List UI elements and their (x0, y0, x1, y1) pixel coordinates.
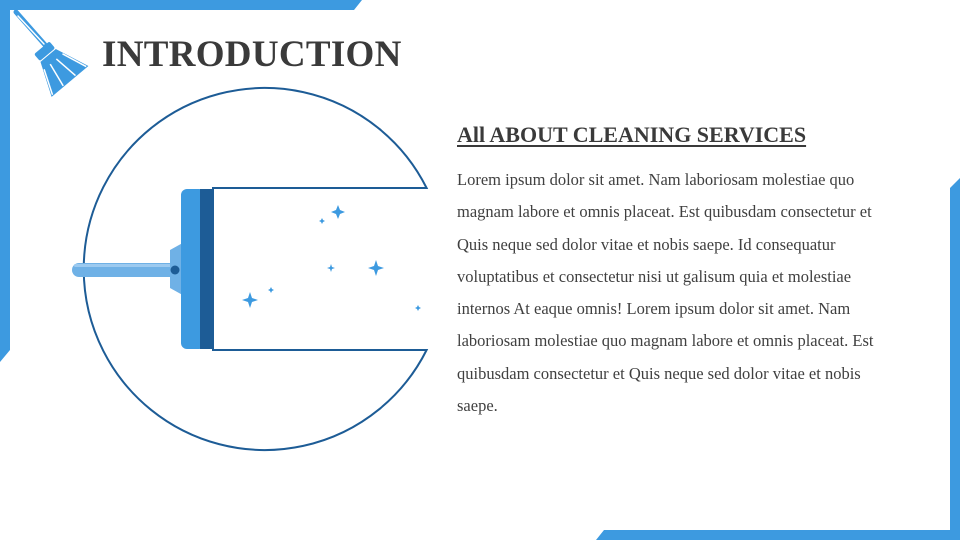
squeegee-illustration (60, 80, 440, 460)
sparkle-icon (242, 205, 421, 311)
section-heading: All ABOUT CLEANING SERVICES (457, 122, 807, 147)
body-paragraph: Lorem ipsum dolor sit amet. Nam laboriosam molestiae quo magnam labore et omnis placeat. Est quibusdam consectetur et Quis neque sed dolor vitae et nobis saepe. Id consequatur voluptatibus et consectetur nisi ut galisum quia et molestiae internos At eaque omnis! Lorem ipsum dolor sit amet. Nam laboriosam molestiae quo magnam labore et omnis placeat. Est quibusdam consectetur et Quis neque sed dolor vitae et nobis saepe. (457, 170, 874, 416)
slide-title: INTRODUCTION (102, 34, 402, 75)
